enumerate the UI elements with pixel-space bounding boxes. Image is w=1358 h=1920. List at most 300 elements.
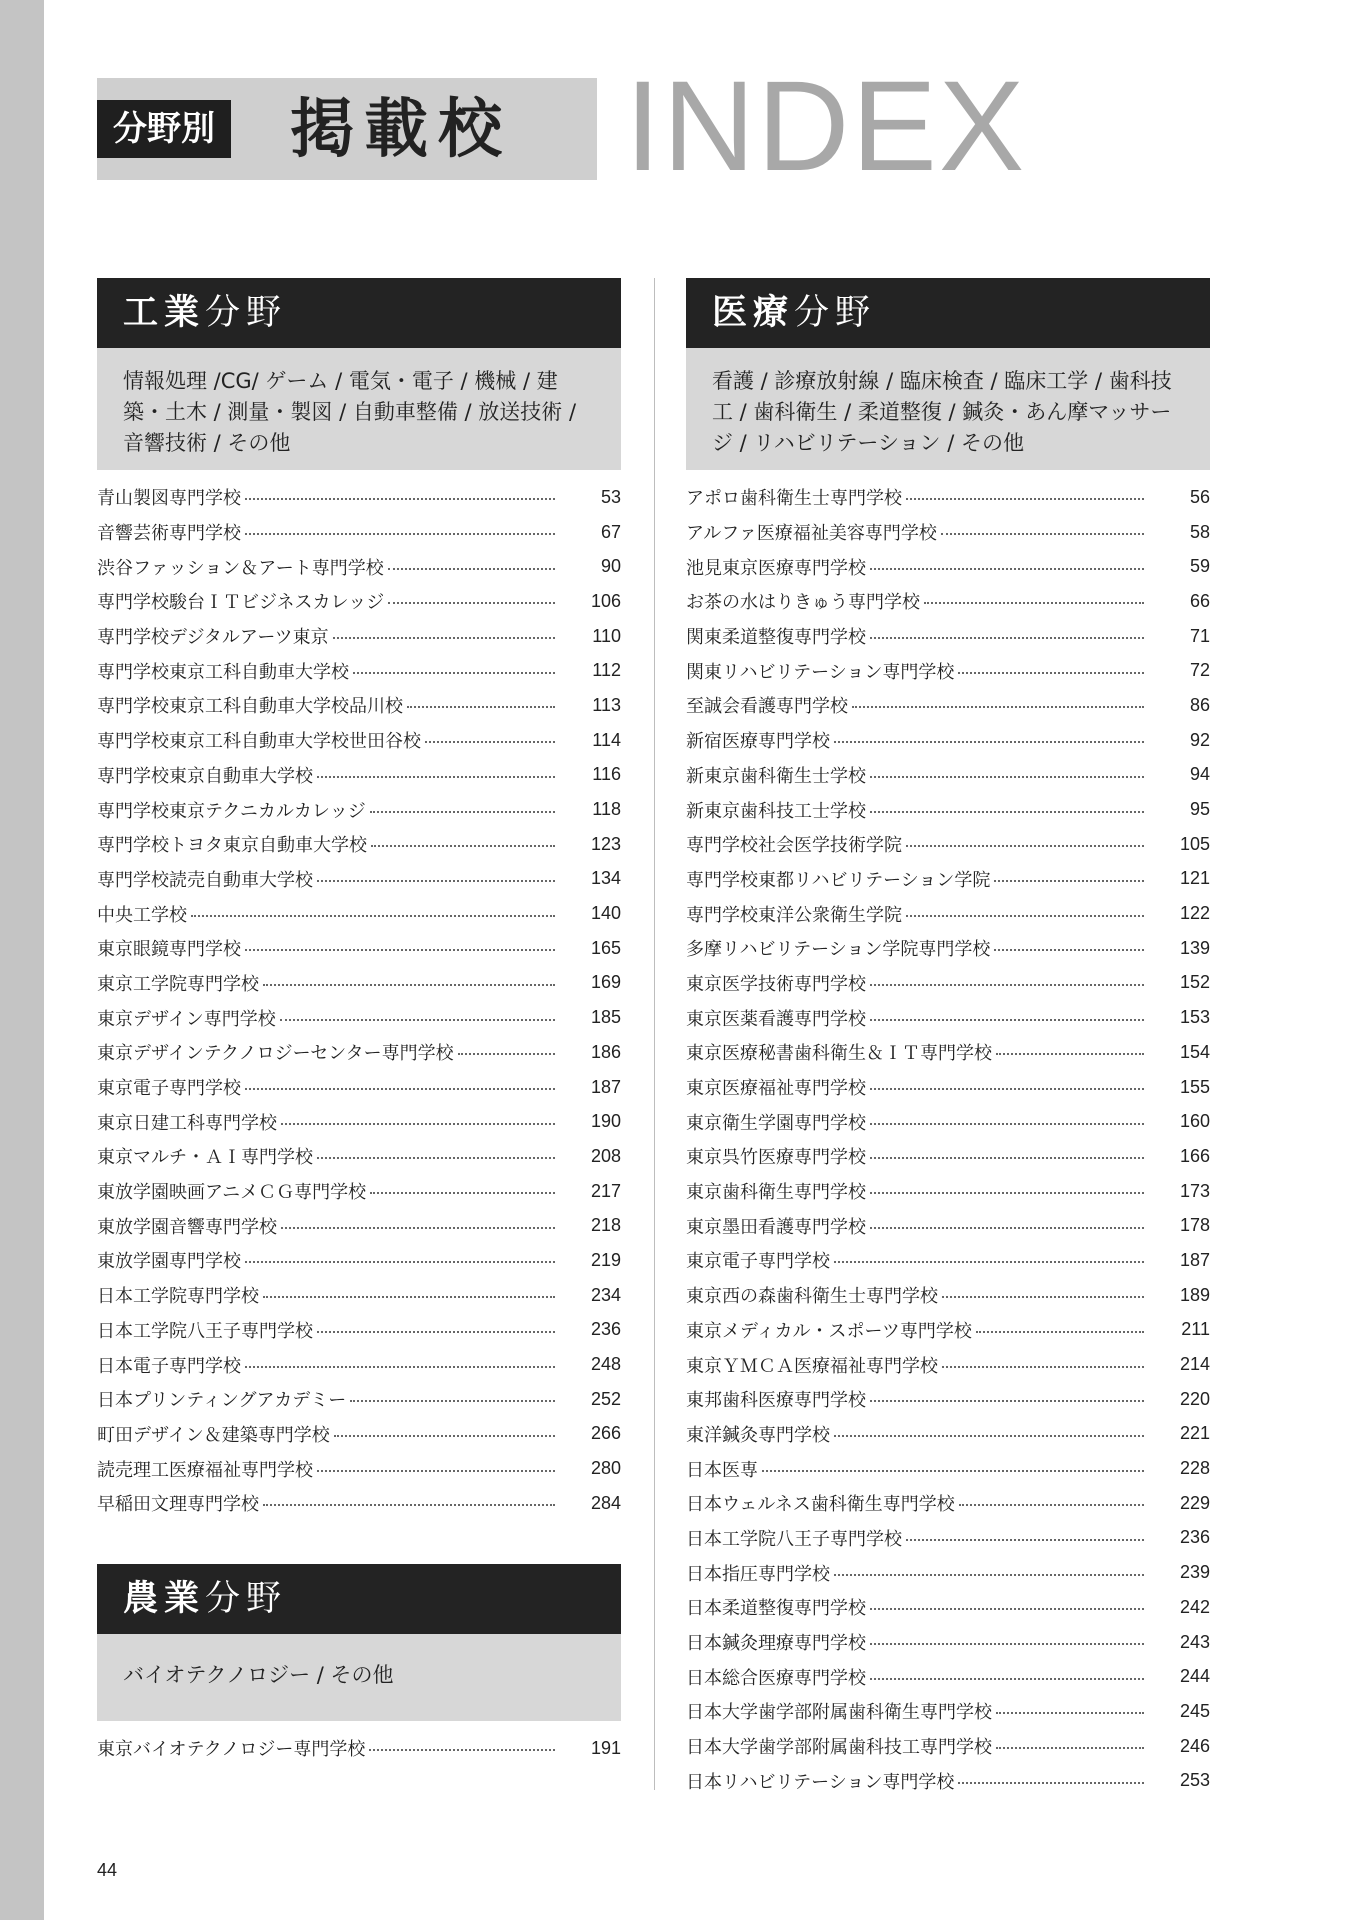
- list-item: [686, 1625, 1210, 1660]
- page-ref: 244: [1179, 1666, 1210, 1687]
- list-item: [686, 1139, 1210, 1174]
- dot-leader: [941, 533, 1144, 535]
- school-name: 専門学校東京自動車大学校: [97, 765, 313, 787]
- entry-list: [686, 480, 1210, 1798]
- list-item: [97, 1208, 621, 1243]
- page-ref: 284: [590, 1492, 621, 1513]
- school-name: 関東柔道整復専門学校: [686, 627, 866, 649]
- section-description: 情報処理 /CG/ ゲーム / 電気・電子 / 機械 / 建築・土木 / 測量・製図 / 自動車整備 / 放送技術 / 音響技術 / その他: [97, 348, 621, 470]
- page-ref: 187: [1179, 1249, 1210, 1270]
- page-ref: 67: [600, 521, 621, 542]
- school-name: 日本指圧専門学校: [686, 1563, 830, 1585]
- list-item: [97, 1417, 621, 1452]
- dot-leader: [334, 1435, 555, 1437]
- dot-leader: [317, 1331, 555, 1333]
- school-name: 東京電子専門学校: [686, 1251, 830, 1273]
- page-ref: 189: [1179, 1284, 1210, 1305]
- dot-leader: [994, 949, 1144, 951]
- dot-leader: [870, 1157, 1144, 1159]
- school-name: 日本大学歯学部附属歯科衛生専門学校: [686, 1702, 992, 1724]
- school-name: 池見東京医療専門学校: [686, 557, 866, 579]
- school-name: 日本電子専門学校: [97, 1355, 241, 1377]
- list-item: [686, 1000, 1210, 1035]
- page-ref: 122: [1179, 903, 1210, 924]
- school-name: 東京デザインテクノロジーセンター専門学校: [97, 1043, 454, 1065]
- list-item: [686, 862, 1210, 897]
- section-header-strong: 医療: [712, 293, 795, 333]
- section-header-light: 分野: [794, 293, 877, 333]
- page-ref: 236: [590, 1319, 621, 1340]
- dot-leader: [959, 1504, 1144, 1506]
- school-name: 新宿医療専門学校: [686, 731, 830, 753]
- page-ref: 72: [1189, 660, 1210, 681]
- page-title: 掲載校: [290, 93, 512, 167]
- page-ref: 185: [590, 1007, 621, 1028]
- school-name: 日本医専: [686, 1459, 758, 1481]
- entry-list: [97, 1731, 621, 1766]
- school-name: 町田デザイン＆建築専門学校: [97, 1424, 330, 1446]
- list-item: [686, 1104, 1210, 1139]
- list-item: [686, 1382, 1210, 1417]
- dot-leader: [280, 1019, 555, 1021]
- page-ref: 112: [592, 660, 621, 681]
- school-name: 専門学校デジタルアーツ東京: [97, 627, 329, 649]
- school-name: 東京日建工科専門学校: [97, 1112, 277, 1134]
- list-item: [686, 1729, 1210, 1764]
- school-name: 東放学園映画アニメＣＧ専門学校: [97, 1182, 367, 1204]
- school-name: 東京呉竹医療専門学校: [686, 1147, 866, 1169]
- school-name: 日本総合医療専門学校: [686, 1667, 866, 1689]
- school-name: 東京医薬看護専門学校: [686, 1008, 866, 1030]
- dot-leader: [870, 1643, 1144, 1645]
- page-ref: 140: [590, 903, 621, 924]
- list-item: [686, 515, 1210, 550]
- dot-leader: [906, 1539, 1144, 1541]
- list-item: [97, 549, 621, 584]
- school-name: 東京医療福祉専門学校: [686, 1078, 866, 1100]
- school-name: 日本工学院八王子専門学校: [686, 1528, 902, 1550]
- category-tag: 分野別: [97, 100, 231, 158]
- page-ref: 134: [590, 868, 621, 889]
- school-name: 専門学校東京工科自動車大学校: [97, 661, 349, 683]
- school-name: 専門学校読売自動車大学校: [97, 869, 313, 891]
- list-item: [686, 1313, 1210, 1348]
- dot-leader: [870, 1088, 1144, 1090]
- school-name: 東邦歯科医療専門学校: [686, 1390, 866, 1412]
- page-ref: 243: [1179, 1631, 1210, 1652]
- school-name: 日本大学歯学部附属歯科技工専門学校: [686, 1737, 992, 1759]
- page-ref: 253: [1179, 1770, 1210, 1791]
- school-name: 中央工学校: [97, 904, 187, 926]
- dot-leader: [834, 1435, 1144, 1437]
- section-header: [686, 278, 1210, 348]
- page-ref: 191: [590, 1737, 621, 1758]
- page-ref: 217: [590, 1180, 621, 1201]
- list-item: [97, 896, 621, 931]
- dot-leader: [388, 602, 555, 604]
- dot-leader: [906, 498, 1144, 500]
- school-name: 専門学校東都リハビリテーション学院: [686, 869, 991, 891]
- dot-leader: [407, 706, 555, 708]
- dot-leader: [425, 741, 555, 743]
- dot-leader: [263, 984, 555, 986]
- page-ref: 239: [1179, 1562, 1210, 1583]
- school-name: 関東リハビリテーション専門学校: [686, 661, 955, 683]
- list-item: [97, 723, 621, 758]
- section-agriculture: [97, 1564, 621, 1766]
- list-item: [686, 1590, 1210, 1625]
- dot-leader: [958, 672, 1144, 674]
- school-name: 多摩リハビリテーション学院専門学校: [686, 939, 991, 961]
- dot-leader: [870, 1019, 1144, 1021]
- school-name: 日本プリンティングアカデミー: [97, 1390, 347, 1412]
- dot-leader: [996, 1747, 1144, 1749]
- page-ref: 118: [592, 799, 621, 820]
- page-ref: 218: [590, 1215, 621, 1236]
- list-item: [97, 1731, 621, 1766]
- dot-leader: [191, 915, 555, 917]
- school-name: 早稲田文理専門学校: [97, 1494, 259, 1516]
- dot-leader: [245, 498, 555, 500]
- list-item: [686, 688, 1210, 723]
- list-item: [686, 1208, 1210, 1243]
- section-header-strong: 工業: [123, 293, 206, 333]
- list-item: [97, 688, 621, 723]
- list-item: [686, 758, 1210, 793]
- dot-leader: [458, 1053, 555, 1055]
- dot-leader: [870, 568, 1144, 570]
- list-item: [686, 1174, 1210, 1209]
- list-item: [97, 1139, 621, 1174]
- dot-leader: [870, 1192, 1144, 1194]
- dot-leader: [245, 1088, 555, 1090]
- list-item: [686, 1555, 1210, 1590]
- dot-leader: [281, 1227, 555, 1229]
- dot-leader: [870, 1608, 1144, 1610]
- list-item: [97, 1313, 621, 1348]
- list-item: [97, 584, 621, 619]
- section-industry: [97, 278, 621, 1521]
- section-header-light: 分野: [205, 1579, 288, 1619]
- school-name: 至誠会看護専門学校: [686, 696, 848, 718]
- school-name: 専門学校社会医学技術学院: [686, 835, 902, 857]
- school-name: 日本リハビリテーション専門学校: [686, 1771, 955, 1793]
- list-item: [686, 619, 1210, 654]
- list-item: [686, 1243, 1210, 1278]
- dot-leader: [263, 1296, 555, 1298]
- dot-leader: [317, 776, 555, 778]
- list-item: [686, 549, 1210, 584]
- list-item: [686, 480, 1210, 515]
- page-ref: 110: [592, 625, 621, 646]
- page-ref: 234: [590, 1284, 621, 1305]
- section-header: [97, 1564, 621, 1634]
- school-name: アポロ歯科衛生士専門学校: [686, 488, 902, 510]
- page-ref: 121: [1179, 868, 1210, 889]
- list-item: [97, 1174, 621, 1209]
- page-ref: 219: [590, 1249, 621, 1270]
- page-ref: 190: [590, 1111, 621, 1132]
- dot-leader: [852, 706, 1144, 708]
- school-name: 専門学校東京工科自動車大学校品川校: [97, 696, 403, 718]
- side-stripe: [0, 0, 44, 1920]
- page-ref: 187: [590, 1076, 621, 1097]
- section-header-strong: 農業: [123, 1579, 206, 1619]
- list-item: [97, 653, 621, 688]
- school-name: 読売理工医療福祉専門学校: [97, 1459, 313, 1481]
- page-ref: 248: [590, 1354, 621, 1375]
- list-item: [686, 1521, 1210, 1556]
- list-item: [97, 862, 621, 897]
- list-item: [686, 584, 1210, 619]
- school-name: 新東京歯科技工士学校: [686, 800, 866, 822]
- school-name: 専門学校東京工科自動車大学校世田谷校: [97, 731, 421, 753]
- school-name: 専門学校駿台ＩＴビジネスカレッジ: [97, 592, 385, 614]
- list-item: [97, 931, 621, 966]
- index-heading: INDEX: [625, 55, 1027, 198]
- column-divider: [654, 278, 655, 1790]
- school-name: 東京西の森歯科衛生士専門学校: [686, 1286, 938, 1308]
- page-ref: 152: [1179, 972, 1210, 993]
- page-ref: 165: [590, 937, 621, 958]
- page-ref: 246: [1179, 1735, 1210, 1756]
- list-item: [97, 1070, 621, 1105]
- dot-leader: [870, 1400, 1144, 1402]
- dot-leader: [996, 1053, 1144, 1055]
- page-ref: 229: [1179, 1492, 1210, 1513]
- school-name: 日本工学院専門学校: [97, 1286, 259, 1308]
- dot-leader: [369, 1749, 555, 1751]
- school-name: 東京眼鏡専門学校: [97, 939, 241, 961]
- school-name: 専門学校東京テクニカルカレッジ: [97, 800, 366, 822]
- list-item: [686, 1347, 1210, 1382]
- section-description: 看護 / 診療放射線 / 臨床検査 / 臨床工学 / 歯科技工 / 歯科衛生 / 柔道整復 / 鍼灸・あん摩マッサージ / リハビリテーション / その他: [686, 348, 1210, 470]
- school-name: 日本柔道整復専門学校: [686, 1598, 866, 1620]
- page-ref: 71: [1189, 625, 1210, 646]
- school-name: 音響芸術専門学校: [97, 523, 241, 545]
- list-item: [686, 1659, 1210, 1694]
- dot-leader: [870, 1678, 1144, 1680]
- page-ref: 114: [592, 729, 621, 750]
- school-name: 東京メディカル・スポーツ専門学校: [686, 1320, 972, 1342]
- dot-leader: [245, 533, 555, 535]
- page-ref: 116: [592, 764, 621, 785]
- dot-leader: [996, 1712, 1144, 1714]
- list-item: [97, 1243, 621, 1278]
- page-ref: 178: [1179, 1215, 1210, 1236]
- section-description: バイオテクノロジー / その他: [97, 1634, 621, 1721]
- page-ref: 154: [1179, 1041, 1210, 1062]
- page-ref: 66: [1189, 590, 1210, 611]
- page-ref: 221: [1179, 1423, 1210, 1444]
- page-number: 44: [97, 1860, 118, 1880]
- school-name: 東京医療秘書歯科衛生＆ＩＴ専門学校: [686, 1043, 992, 1065]
- section-medical: [686, 278, 1210, 1798]
- list-item: [686, 653, 1210, 688]
- dot-leader: [317, 880, 555, 882]
- list-item: [686, 896, 1210, 931]
- dot-leader: [942, 1296, 1144, 1298]
- page-ref: 155: [1179, 1076, 1210, 1097]
- school-name: 専門学校東洋公衆衛生学院: [686, 904, 902, 926]
- list-item: [97, 1278, 621, 1313]
- school-name: 渋谷ファッション＆アート専門学校: [97, 557, 384, 579]
- page-ref: 242: [1179, 1596, 1210, 1617]
- school-name: 東京デザイン専門学校: [97, 1008, 276, 1030]
- list-item: [97, 1382, 621, 1417]
- page-ref: 95: [1189, 799, 1210, 820]
- dot-leader: [762, 1470, 1144, 1472]
- dot-leader: [976, 1331, 1144, 1333]
- school-name: 東洋鍼灸専門学校: [686, 1424, 830, 1446]
- page-ref: 160: [1179, 1111, 1210, 1132]
- school-name: 東京衛生学園専門学校: [686, 1112, 866, 1134]
- list-item: [97, 1104, 621, 1139]
- list-item: [686, 1763, 1210, 1798]
- page-ref: 153: [1179, 1007, 1210, 1028]
- list-item: [686, 1070, 1210, 1105]
- list-item: [97, 1451, 621, 1486]
- dot-leader: [245, 949, 555, 951]
- page-ref: 186: [590, 1041, 621, 1062]
- school-name: 東京医学技術専門学校: [686, 973, 866, 995]
- school-name: 日本ウェルネス歯科衛生専門学校: [686, 1494, 955, 1516]
- dot-leader: [870, 1123, 1144, 1125]
- dot-leader: [350, 1400, 555, 1402]
- dot-leader: [317, 1470, 555, 1472]
- dot-leader: [834, 1261, 1144, 1263]
- page-ref: 211: [1181, 1319, 1210, 1340]
- page-ref: 245: [1179, 1700, 1210, 1721]
- page-ref: 94: [1189, 764, 1210, 785]
- page-ref: 214: [1179, 1354, 1210, 1375]
- dot-leader: [388, 568, 555, 570]
- list-item: [97, 827, 621, 862]
- school-name: 東京ＹＭＣＡ医療福祉専門学校: [686, 1355, 938, 1377]
- list-item: [686, 723, 1210, 758]
- entry-list: [97, 480, 621, 1521]
- dot-leader: [245, 1366, 555, 1368]
- school-name: 東京歯科衛生専門学校: [686, 1182, 866, 1204]
- dot-leader: [370, 1192, 555, 1194]
- school-name: 東放学園音響専門学校: [97, 1216, 277, 1238]
- list-item: [686, 1417, 1210, 1452]
- dot-leader: [834, 1574, 1144, 1576]
- school-name: 東京バイオテクノロジー専門学校: [97, 1739, 366, 1761]
- list-item: [97, 1347, 621, 1382]
- page-ref: 59: [1189, 556, 1210, 577]
- dot-leader: [370, 811, 555, 813]
- dot-leader: [353, 672, 555, 674]
- list-item: [686, 792, 1210, 827]
- list-item: [97, 1000, 621, 1035]
- school-name: 専門学校トヨタ東京自動車大学校: [97, 835, 367, 857]
- list-item: [97, 619, 621, 654]
- dot-leader: [994, 880, 1144, 882]
- list-item: [686, 966, 1210, 1001]
- list-item: [686, 1486, 1210, 1521]
- page-ref: 106: [590, 590, 621, 611]
- school-name: 日本鍼灸理療専門学校: [686, 1633, 866, 1655]
- page-ref: 280: [590, 1458, 621, 1479]
- school-name: 日本工学院八王子専門学校: [97, 1320, 313, 1342]
- school-name: 東京墨田看護専門学校: [686, 1216, 866, 1238]
- dot-leader: [906, 845, 1144, 847]
- dot-leader: [317, 1157, 555, 1159]
- school-name: 東京マルチ・ＡＩ専門学校: [97, 1147, 313, 1169]
- list-item: [686, 931, 1210, 966]
- page-ref: 169: [590, 972, 621, 993]
- list-item: [686, 1694, 1210, 1729]
- dot-leader: [942, 1366, 1144, 1368]
- list-item: [97, 758, 621, 793]
- page-ref: 173: [1179, 1180, 1210, 1201]
- dot-leader: [870, 776, 1144, 778]
- page-ref: 58: [1189, 521, 1210, 542]
- dot-leader: [333, 637, 555, 639]
- page-ref: 166: [1179, 1145, 1210, 1166]
- dot-leader: [245, 1261, 555, 1263]
- dot-leader: [834, 741, 1144, 743]
- list-item: [97, 1486, 621, 1521]
- page-ref: 92: [1189, 729, 1210, 750]
- dot-leader: [263, 1504, 555, 1506]
- school-name: お茶の水はりきゅう専門学校: [686, 592, 920, 614]
- page-ref: 236: [1179, 1527, 1210, 1548]
- page-ref: 105: [1179, 833, 1210, 854]
- page-ref: 123: [590, 833, 621, 854]
- dot-leader: [870, 637, 1144, 639]
- dot-leader: [870, 984, 1144, 986]
- list-item: [97, 480, 621, 515]
- dot-leader: [906, 915, 1144, 917]
- section-header-light: 分野: [205, 293, 288, 333]
- page-ref: 139: [1179, 937, 1210, 958]
- page-ref: 220: [1179, 1388, 1210, 1409]
- dot-leader: [924, 602, 1144, 604]
- school-name: 青山製図専門学校: [97, 488, 241, 510]
- page-ref: 252: [590, 1388, 621, 1409]
- dot-leader: [870, 1227, 1144, 1229]
- page-ref: 56: [1189, 486, 1210, 507]
- list-item: [686, 827, 1210, 862]
- page-ref: 228: [1179, 1458, 1210, 1479]
- dot-leader: [281, 1123, 555, 1125]
- page-ref: 90: [600, 556, 621, 577]
- section-header: [97, 278, 621, 348]
- page-ref: 266: [590, 1423, 621, 1444]
- school-name: 東京工学院専門学校: [97, 973, 259, 995]
- list-item: [97, 966, 621, 1001]
- list-item: [686, 1278, 1210, 1313]
- dot-leader: [958, 1782, 1144, 1784]
- page-ref: 53: [600, 486, 621, 507]
- list-item: [686, 1451, 1210, 1486]
- school-name: 東京電子専門学校: [97, 1078, 241, 1100]
- school-name: 東放学園専門学校: [97, 1251, 241, 1273]
- list-item: [97, 515, 621, 550]
- school-name: 新東京歯科衛生士学校: [686, 765, 866, 787]
- list-item: [97, 792, 621, 827]
- page-ref: 113: [592, 694, 621, 715]
- page-ref: 86: [1189, 694, 1210, 715]
- dot-leader: [870, 811, 1144, 813]
- list-item: [686, 1035, 1210, 1070]
- list-item: [97, 1035, 621, 1070]
- page-ref: 208: [590, 1145, 621, 1166]
- school-name: アルファ医療福祉美容専門学校: [686, 523, 937, 545]
- dot-leader: [371, 845, 555, 847]
